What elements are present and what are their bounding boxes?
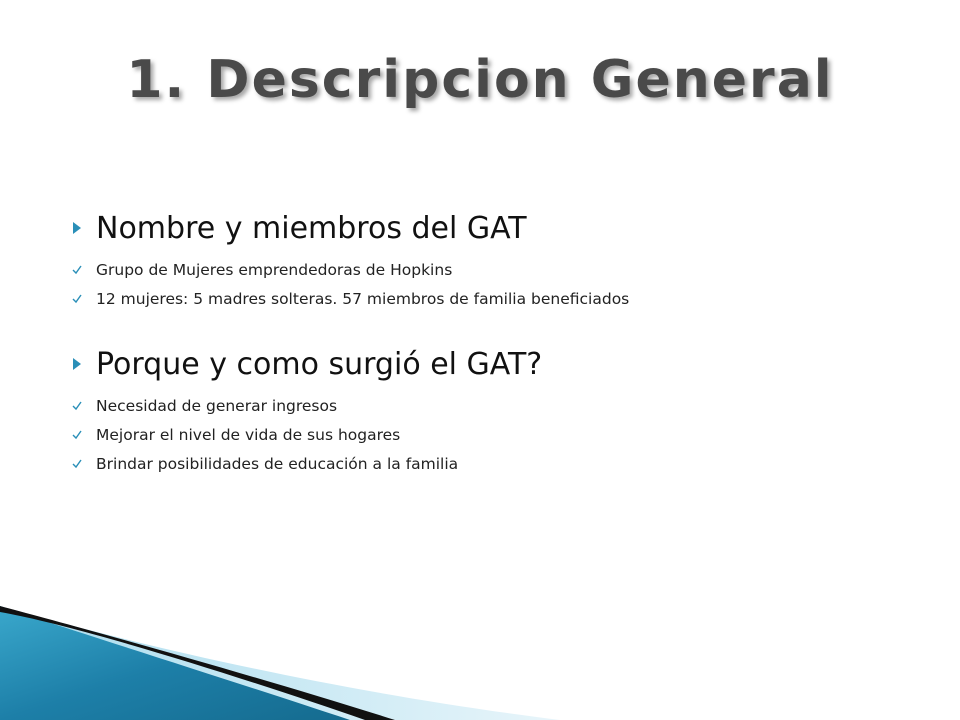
list-item-text: Grupo de Mujeres emprendedoras de Hopkins	[96, 260, 453, 279]
list-item-text: Mejorar el nivel de vida de sus hogares	[96, 425, 401, 444]
list-item-text: 12 mujeres: 5 madres solteras. 57 miembros de familia beneficiados	[96, 289, 630, 308]
section-heading: Porque y como surgió el GAT?	[96, 346, 543, 382]
list-item-text: Brindar posibilidades de educación a la familia	[96, 454, 459, 473]
slide-title: 1. Descripcion General	[126, 50, 834, 110]
section-heading: Nombre y miembros del GAT	[96, 210, 527, 246]
list-item-text: Necesidad de generar ingresos	[96, 396, 338, 415]
